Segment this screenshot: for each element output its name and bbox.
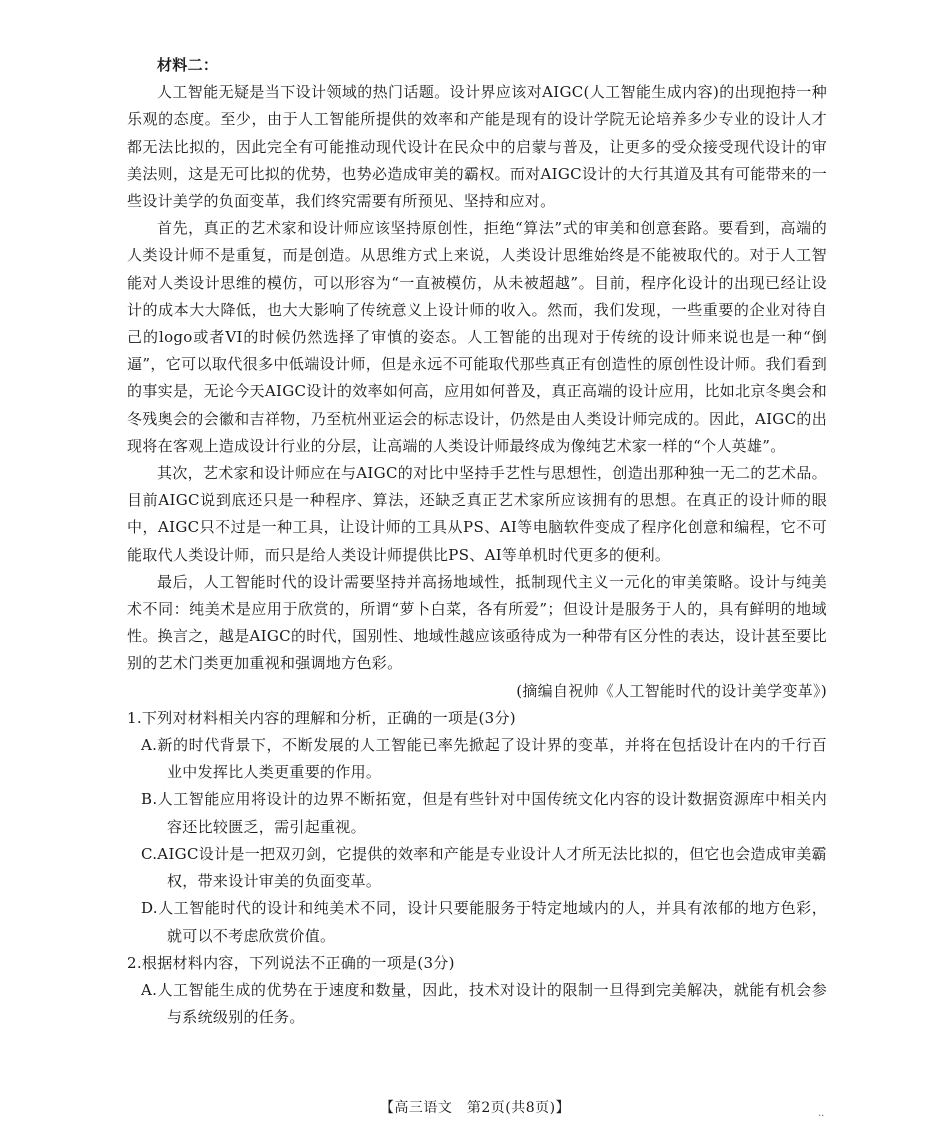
question-1-option-b: B.人工智能应用将设计的边界不断拓宽，但是有些针对中国传统文化内容的设计数据资源库中相关内容还比较匮乏，需引起重视。 (141, 790, 827, 836)
material-heading: 材料二： (157, 56, 219, 74)
material-paragraph-2: 首先，真正的艺术家和设计师应该坚持原创性，拒绝“算法”式的审美和创意套路。要看到，高端的人类设计师不是重复，而是创造。从思维方式上来说，人类设计思维始终是不能被取代的。对于人工智能对人类设计思维的模仿，可以形容为“一直被模仿，从未被超越”。目前，程序化设计的出现已经让设计的成本大大降低，也大大影响了传统意义上设计师的收入。然而，我们发现，一些重要的企业对待自己的logo或者VI的时候仍然选择了审慎的姿态。人工智能的出现对于传统的设计师来说也是一种“倒逼”，它可以取代很多中低端设计师，但是永远不可能取代那些真正有创造性的原创性设计师。我们看到的事实是，无论今天AIGC设计的效率如何高，应用如何普及，真正高端的设计应用，比如北京冬奥会和冬残奥会的会徽和吉祥物，乃至杭州亚运会的标志设计，仍然是由人类设计师完成的。因此，AIGC的出现将在客观上造成设计行业的分层，让高端的人类设计师最终成为像纯艺术家一样的“个人英雄”。 (127, 219, 827, 455)
material-source: (摘编自祝帅《人工智能时代的设计美学变革》) (516, 681, 827, 700)
corner-mark: .. (818, 1108, 825, 1119)
material-paragraph-1: 人工智能无疑是当下设计领域的热门话题。设计界应该对AIGC(人工智能生成内容)的出现抱持一种乐观的态度。至少，由于人工智能所提供的效率和产能是现有的设计学院无论培养多少专业的设计人才都无法比拟的，因此完全有可能推动现代设计在民众中的启蒙与普及，让更多的受众接受现代设计的审美法则，这是无可比拟的优势，也势必造成审美的霸权。而对AIGC设计的大行其道及其有可能带来的一些设计美学的负面变革，我们终究需要有所预见、坚持和应对。 (127, 83, 827, 211)
question-1-option-a: A.新的时代背景下，不断发展的人工智能已率先掀起了设计界的变革，并将在包括设计在内的千行百业中发挥比人类更重要的作用。 (141, 736, 827, 782)
question-2-stem: 2.根据材料内容，下列说法不正确的一项是(3分) (127, 953, 455, 972)
question-1-option-d: D.人工智能时代的设计和纯美术不同，设计只要能服务于特定地域内的人，并具有浓郁的地方色彩，就可以不考虑欣赏价值。 (141, 899, 827, 945)
page-content (127, 52, 827, 1031)
material-paragraph-4: 最后，人工智能时代的设计需要坚持并高扬地域性，抵制现代主义一元化的审美策略。设计与纯美术不同：纯美术是应用于欣赏的，所谓“萝卜白菜，各有所爱”；但设计是服务于人的，具有鲜明的地域性。换言之，越是AIGC的时代，国别性、地域性越应该亟待成为一种带有区分性的表达，设计甚至要比别的艺术门类更加重视和强调地方色彩。 (127, 572, 827, 673)
question-2-option-a: A.人工智能生成的优势在于速度和数量，因此，技术对设计的限制一旦得到完美解决，就能有机会参与系统级别的任务。 (141, 980, 827, 1027)
page-footer: 【高三语文 第2页(共8页)】 (379, 1100, 571, 1116)
material-paragraph-3: 其次，艺术家和设计师应在与AIGC的对比中坚持手艺性与思想性，创造出那种独一无二的艺术品。目前AIGC说到底还只是一种程序、算法，还缺乏真正艺术家所应该拥有的思想。在真正的设计师的眼中，AIGC只不过是一种工具，让设计师的工具从PS、AI等电脑软件变成了程序化创意和编程，它不可能取代人类设计师，而只是给人类设计师提供比PS、AI等单机时代更多的便利。 (127, 464, 827, 564)
question-1-stem: 1.下列对材料相关内容的理解和分析，正确的一项是(3分) (127, 708, 516, 727)
question-1-option-c: C.AIGC设计是一把双刃剑，它提供的效率和产能是专业设计人才所无法比拟的，但它也会造成审美霸权，带来设计审美的负面变革。 (141, 844, 827, 891)
